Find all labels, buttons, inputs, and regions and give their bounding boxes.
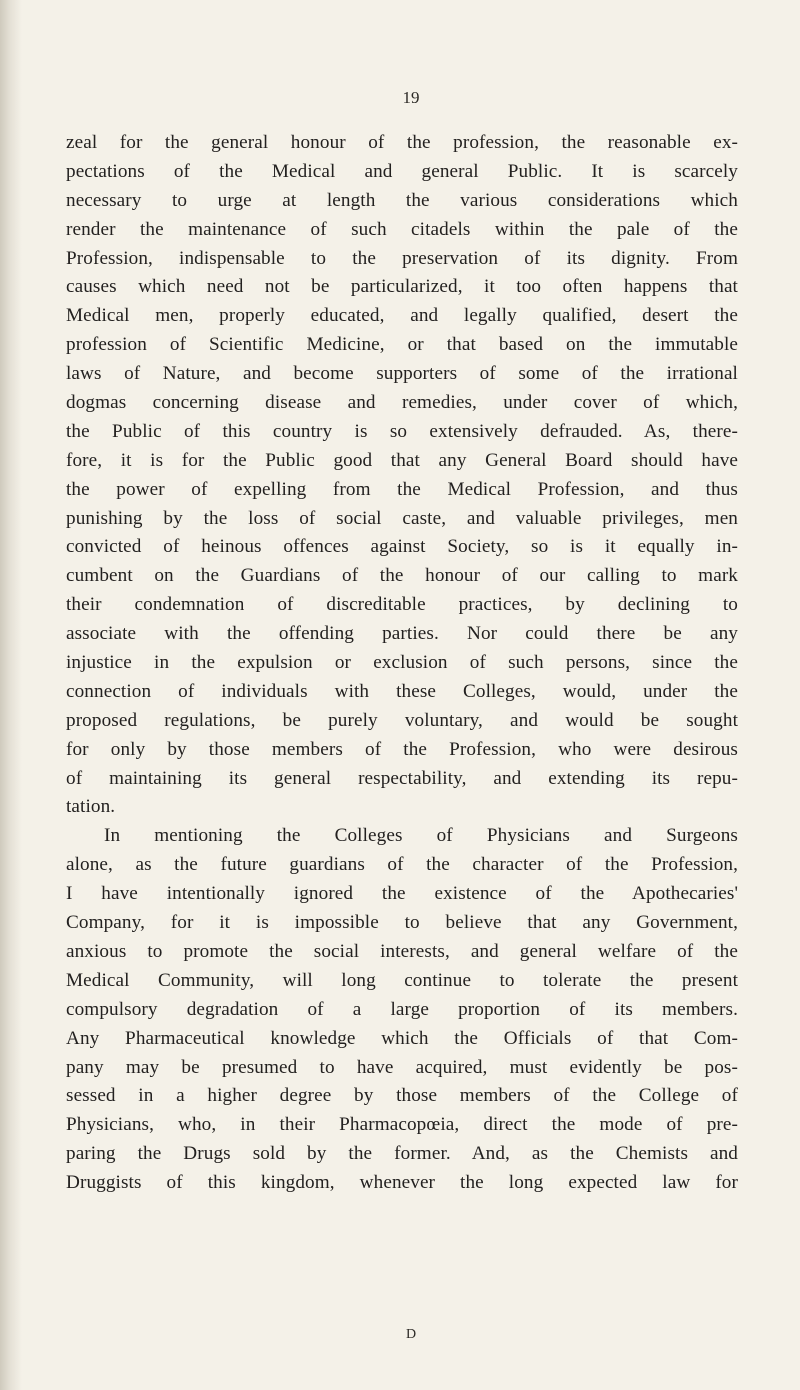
text-line: Profession, indispensable to the preservation of its dignity. From <box>66 247 738 269</box>
text-line: punishing by the loss of social caste, and valuable privileges, men <box>66 507 738 529</box>
text-line: causes which need not be particularized, it too often happens that <box>66 276 738 298</box>
text-line: zeal for the general honour of the profession, the reasonable ex- <box>66 132 738 153</box>
text-line: alone, as the future guardians of the character of the Profession, <box>66 854 738 876</box>
text-line: necessary to urge at length the various considerations which <box>66 189 738 211</box>
text-line: of maintaining its general respectability, and extending its repu- <box>66 767 738 789</box>
body-text <box>66 129 738 1198</box>
text-line: the Public of this country is so extensively defrauded. As, there- <box>66 420 738 442</box>
text-line: Druggists of this kingdom, whenever the long expected law for <box>66 1172 738 1194</box>
text-line: pectations of the Medical and general Public. It is scarcely <box>66 160 738 182</box>
text-line: Company, for it is impossible to believe that any Government, <box>66 912 738 934</box>
text-line: injustice in the expulsion or exclusion of such persons, since the <box>66 652 738 674</box>
text-line: compulsory degradation of a large proportion of its members. <box>66 998 738 1020</box>
page-gutter-shadow <box>0 0 22 1390</box>
text-line: Physicians, who, in their Pharmacopœia, direct the mode of pre- <box>66 1114 738 1136</box>
text-line: profession of Scientific Medicine, or that based on the immutable <box>66 334 738 356</box>
text-line: In mentioning the Colleges of Physicians and Surgeons <box>104 825 738 847</box>
text-line: their condemnation of discreditable practices, by declining to <box>66 594 738 616</box>
text-line: sessed in a higher degree by those members of the College of <box>66 1085 738 1107</box>
text-line: I have intentionally ignored the existence of the Apothecaries' <box>66 883 738 905</box>
text-line: for only by those members of the Profession, who were desirous <box>66 738 738 760</box>
paragraph-2 <box>66 822 738 1198</box>
text-line: the power of expelling from the Medical Profession, and thus <box>66 478 738 500</box>
text-line: paring the Drugs sold by the former. And, as the Chemists and <box>66 1143 738 1165</box>
paragraph-1 <box>66 129 738 822</box>
text-line: Medical men, properly educated, and legally qualified, desert the <box>66 305 738 327</box>
text-line: render the maintenance of such citadels within the pale of the <box>66 218 738 240</box>
text-line: connection of individuals with these Colleges, would, under the <box>66 680 738 702</box>
text-line: associate with the offending parties. Nor could there be any <box>66 623 738 645</box>
text-line: tation. <box>66 796 116 818</box>
text-line: anxious to promote the social interests, and general welfare of the <box>66 940 738 962</box>
text-line: fore, it is for the Public good that any General Board should have <box>66 449 738 471</box>
text-line: Any Pharmaceutical knowledge which the Officials of that Com- <box>66 1027 738 1049</box>
page-number: 19 <box>402 88 420 107</box>
text-line: cumbent on the Guardians of the honour of our calling to mark <box>66 565 738 587</box>
text-line: proposed regulations, be purely voluntary, and would be sought <box>66 709 738 731</box>
text-line: dogmas concerning disease and remedies, under cover of which, <box>66 392 738 414</box>
text-line: laws of Nature, and become supporters of some of the irrational <box>66 363 738 385</box>
text-line: pany may be presumed to have acquired, must evidently be pos- <box>66 1056 738 1078</box>
text-line: Medical Community, will long continue to tolerate the present <box>66 969 738 991</box>
text-line: convicted of heinous offences against Society, so is it equally in- <box>66 536 738 558</box>
signature-mark: D <box>405 1327 417 1342</box>
